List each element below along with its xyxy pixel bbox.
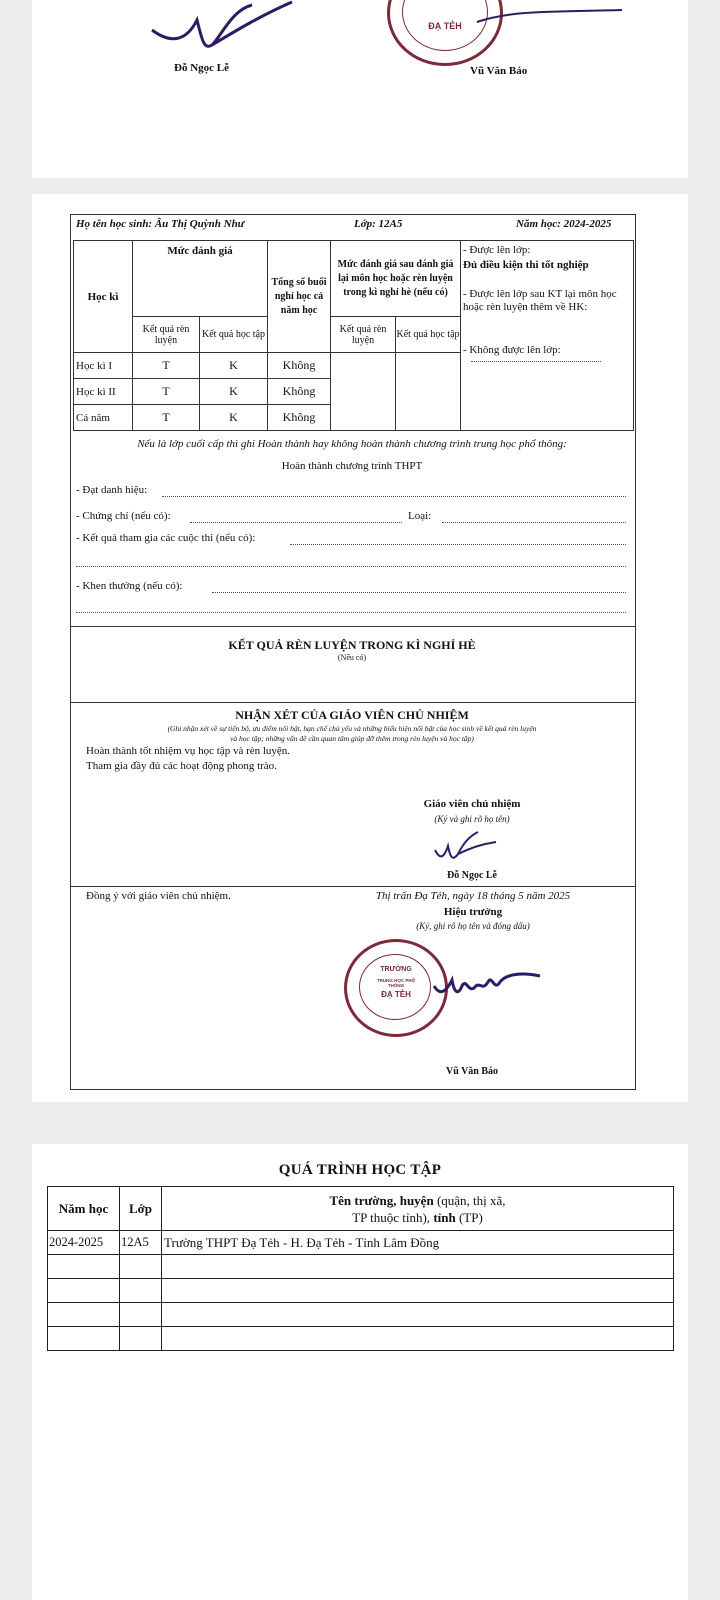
contest-line-2 bbox=[76, 566, 626, 567]
summer-title: KẾT QUẢ RÈN LUYỆN TRONG KÌ NGHỈ HÈ bbox=[228, 638, 476, 652]
header-term: Học kì bbox=[74, 241, 133, 353]
row-term: Học kì I bbox=[74, 353, 133, 379]
history-class bbox=[120, 1303, 162, 1327]
promotion-not-up: - Không được lên lớp: bbox=[463, 344, 561, 356]
comment-note-2: và học tập; những vấn đề cần quan tâm giúp đỡ thêm trong rèn luyện và học tập) bbox=[230, 734, 474, 743]
row-reeval-study bbox=[396, 353, 461, 431]
signature-right-image bbox=[472, 0, 632, 30]
row-conduct: T bbox=[133, 379, 200, 405]
header-eval: Mức đánh giá bbox=[133, 241, 268, 317]
signature-right-name: Vũ Văn Báo bbox=[470, 65, 528, 77]
summer-subtitle: (Nếu có) bbox=[337, 653, 367, 662]
col-school-header-part-1: (quận, thị xã, bbox=[433, 1192, 506, 1208]
history-class: 12A5 bbox=[120, 1231, 162, 1255]
history-class bbox=[120, 1255, 162, 1279]
col-school-header-part-2: TP thuộc tỉnh), bbox=[352, 1209, 434, 1225]
history-class bbox=[120, 1327, 162, 1351]
history-school: Trường THPT Đạ Tẻh - H. Đạ Tẻh - Tỉnh Lâm Đồng bbox=[162, 1231, 674, 1255]
col-school-header-part-3: (TP) bbox=[455, 1209, 483, 1225]
class-label: Lớp: 12A5 bbox=[354, 218, 403, 230]
row-reeval-conduct bbox=[331, 353, 396, 431]
school-year-label: Năm học: 2024-2025 bbox=[516, 218, 612, 230]
col-school-header-bold-1: Tên trường, huyện bbox=[329, 1192, 434, 1208]
history-year bbox=[48, 1303, 120, 1327]
divider bbox=[70, 886, 636, 887]
document-page-history bbox=[32, 1144, 688, 1600]
promotion-cell bbox=[461, 241, 634, 431]
row-term: Cả năm bbox=[74, 405, 133, 431]
title-award-label: - Đạt danh hiệu: bbox=[76, 484, 148, 496]
signature-left-name: Đỗ Ngọc Lễ bbox=[174, 62, 229, 74]
history-school bbox=[162, 1255, 674, 1279]
place-date: Thị trấn Đạ Tẻh, ngày 18 tháng 5 năm 2025 bbox=[375, 890, 571, 902]
student-name: Họ tên học sinh: Âu Thị Quỳnh Như bbox=[76, 218, 245, 230]
row-conduct: T bbox=[133, 405, 200, 431]
certificate-type-line bbox=[442, 522, 626, 523]
comment-title: NHẬN XÉT CỦA GIÁO VIÊN CHỦ NHIỆM bbox=[235, 708, 469, 722]
header-absent: Tổng số buổi nghỉ học cả năm học bbox=[268, 241, 331, 353]
commendation-line bbox=[212, 592, 626, 593]
commendation-line-2 bbox=[76, 612, 626, 613]
table-row bbox=[48, 1327, 674, 1351]
promotion-up: - Được lên lớp: bbox=[463, 244, 531, 256]
title-award-line bbox=[162, 496, 626, 497]
history-class bbox=[120, 1279, 162, 1303]
history-year bbox=[48, 1327, 120, 1351]
sub-conduct: Kết quả rèn luyện bbox=[133, 317, 200, 353]
col-year-header: Năm học bbox=[48, 1187, 120, 1231]
sub-reeval-conduct: Kết quả rèn luyện bbox=[331, 317, 396, 353]
history-school bbox=[162, 1327, 674, 1351]
row-absent: Không bbox=[268, 405, 331, 431]
signature-left-image bbox=[142, 0, 302, 60]
certificate-label: - Chứng chỉ (nếu có): bbox=[76, 510, 171, 522]
contest-line bbox=[290, 544, 626, 545]
promotion-after-retest: - Được lên lớp sau KT lại môn học hoặc rèn luyện thêm về HK: bbox=[463, 288, 617, 313]
sub-reeval-study: Kết quả học tập bbox=[396, 317, 461, 353]
stamp-line-2: TRUNG HỌC PHỔ THÔNG bbox=[376, 978, 416, 988]
principal-title: Hiệu trưởng bbox=[443, 906, 503, 918]
history-school bbox=[162, 1303, 674, 1327]
header-reeval: Mức đánh giá sau đánh giá lại môn học hoặc rèn luyện trong kì nghỉ hè (nếu có) bbox=[331, 241, 461, 317]
divider bbox=[70, 702, 636, 703]
document-page-top bbox=[32, 0, 688, 178]
comment-line-2: Tham gia đầy đủ các hoạt động phong trào. bbox=[86, 760, 277, 772]
principal-signature-image bbox=[432, 962, 542, 1002]
teacher-signature-image bbox=[430, 830, 500, 866]
agree-text: Đồng ý với giáo viên chủ nhiệm. bbox=[86, 890, 231, 902]
col-school-header bbox=[162, 1187, 674, 1231]
table-row bbox=[48, 1255, 674, 1279]
history-year bbox=[48, 1255, 120, 1279]
history-title: QUÁ TRÌNH HỌC TẬP bbox=[278, 1162, 442, 1178]
promotion-eligible: Đủ điều kiện thi tốt nghiệp bbox=[463, 259, 589, 271]
row-study: K bbox=[200, 379, 268, 405]
table-row bbox=[48, 1231, 674, 1255]
comment-line-1: Hoàn thành tốt nhiệm vụ học tập và rèn luyện. bbox=[86, 745, 291, 757]
row-absent: Không bbox=[268, 353, 331, 379]
history-year: 2024-2025 bbox=[48, 1231, 120, 1255]
teacher-title: Giáo viên chủ nhiệm bbox=[423, 798, 521, 810]
table-row bbox=[48, 1279, 674, 1303]
completion-status: Hoàn thành chương trình THPT bbox=[281, 460, 423, 472]
promotion-not-up-line bbox=[471, 361, 601, 362]
history-school bbox=[162, 1279, 674, 1303]
col-class-header: Lớp bbox=[120, 1187, 162, 1231]
evaluation-table bbox=[73, 240, 634, 431]
principal-name: Vũ Văn Báo bbox=[445, 1066, 499, 1077]
commendation-label: - Khen thưởng (nếu có): bbox=[76, 580, 183, 592]
contest-label: - Kết quả tham gia các cuộc thi (nếu có): bbox=[76, 532, 256, 544]
table-row bbox=[48, 1303, 674, 1327]
final-year-note: Nếu là lớp cuối cấp thì ghi Hoàn thành hay không hoàn thành chương trình trung học phổ thông: bbox=[137, 438, 567, 450]
stamp-line-1: TRƯỜNG bbox=[380, 966, 412, 973]
teacher-sign-hint: (Ký và ghi rõ họ tên) bbox=[434, 814, 510, 824]
history-table bbox=[47, 1186, 674, 1351]
certificate-type-label: Loại: bbox=[408, 510, 432, 522]
divider bbox=[70, 626, 636, 627]
teacher-name: Đỗ Ngọc Lễ bbox=[447, 870, 497, 881]
row-absent: Không bbox=[268, 379, 331, 405]
stamp-line-3: ĐẠ TẺH bbox=[381, 990, 411, 999]
history-year bbox=[48, 1279, 120, 1303]
row-study: K bbox=[200, 353, 268, 379]
principal-sign-hint: (Ký, ghi rõ họ tên và đóng dấu) bbox=[416, 921, 530, 931]
document-page-report bbox=[32, 194, 688, 1102]
row-study: K bbox=[200, 405, 268, 431]
col-school-header-bold-2: tỉnh bbox=[433, 1209, 456, 1225]
row-term: Học kì II bbox=[74, 379, 133, 405]
row-conduct: T bbox=[133, 353, 200, 379]
sub-study: Kết quả học tập bbox=[200, 317, 268, 353]
certificate-line bbox=[190, 522, 402, 523]
comment-note-1: (Ghi nhận xét về sự tiến bộ, ưu điểm nổi bật, hạn chế chủ yếu và những biểu hiện nổi bật của học sinh về kết quả rèn luyện bbox=[167, 724, 537, 733]
stamp-top-text: ĐẠ TẺH bbox=[428, 21, 462, 31]
